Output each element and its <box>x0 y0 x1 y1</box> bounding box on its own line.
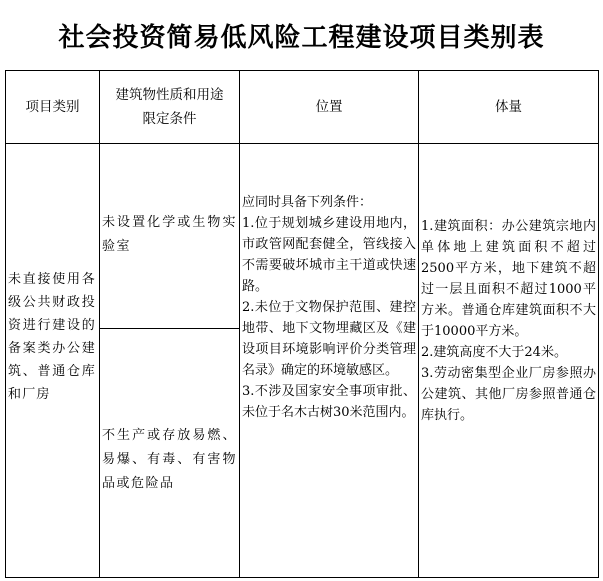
header-location: 位置 <box>315 99 343 115</box>
project-category: 未直接使用各级公共财政投资进行建设的备案类办公建筑、普通仓库和厂房 <box>8 272 96 402</box>
nature-divider <box>99 328 239 329</box>
table-border-bottom <box>5 577 599 578</box>
page-title: 社会投资简易低风险工程建设项目类别表 <box>58 22 545 53</box>
column-divider <box>239 70 240 578</box>
header-category: 项目类别 <box>25 99 80 115</box>
nature-no-hazardous: 不生产或存放易燃、易爆、有毒、有害物品或危险品 <box>102 428 237 491</box>
header-nature: 建筑物性质和用途限定条件 <box>115 87 224 127</box>
location-item: 2.未位于文物保护范围、建控地带、地下文物埋藏区及《建设项目环境影响评价分类管理名录》确定的环境敏感区。 <box>242 300 416 378</box>
location-intro: 应同时具备下列条件： <box>242 195 373 210</box>
table-border-left <box>5 70 6 578</box>
volume-item: 3.劳动密集型企业厂房参照办公建筑、其他厂房参照普通仓库执行。 <box>421 366 596 423</box>
location-item: 3.不涉及国家安全事项审批、未位于名木古树30米范围内。 <box>242 384 416 420</box>
location-item: 1.位于规划城乡建设用地内，市政管网配套健全，管线接入不需要破坏城市主干道或快速路。 <box>242 216 416 294</box>
table-border-right <box>598 70 599 578</box>
header-divider <box>5 143 599 144</box>
volume-conditions <box>421 216 596 426</box>
column-divider <box>418 70 419 578</box>
volume-item: 1.建筑面积：办公建筑宗地内单体地上建筑面积不超过2500平方米，地下建筑不超过一层且面积不超过1000平方米。普通仓库建筑面积不大于10000平方米。 <box>421 219 596 339</box>
location-conditions <box>242 192 416 423</box>
column-divider <box>99 70 100 578</box>
nature-no-lab: 未设置化学或生物实验室 <box>102 215 237 254</box>
header-volume: 体量 <box>495 99 522 115</box>
volume-item: 2.建筑高度不大于24米。 <box>421 345 567 360</box>
